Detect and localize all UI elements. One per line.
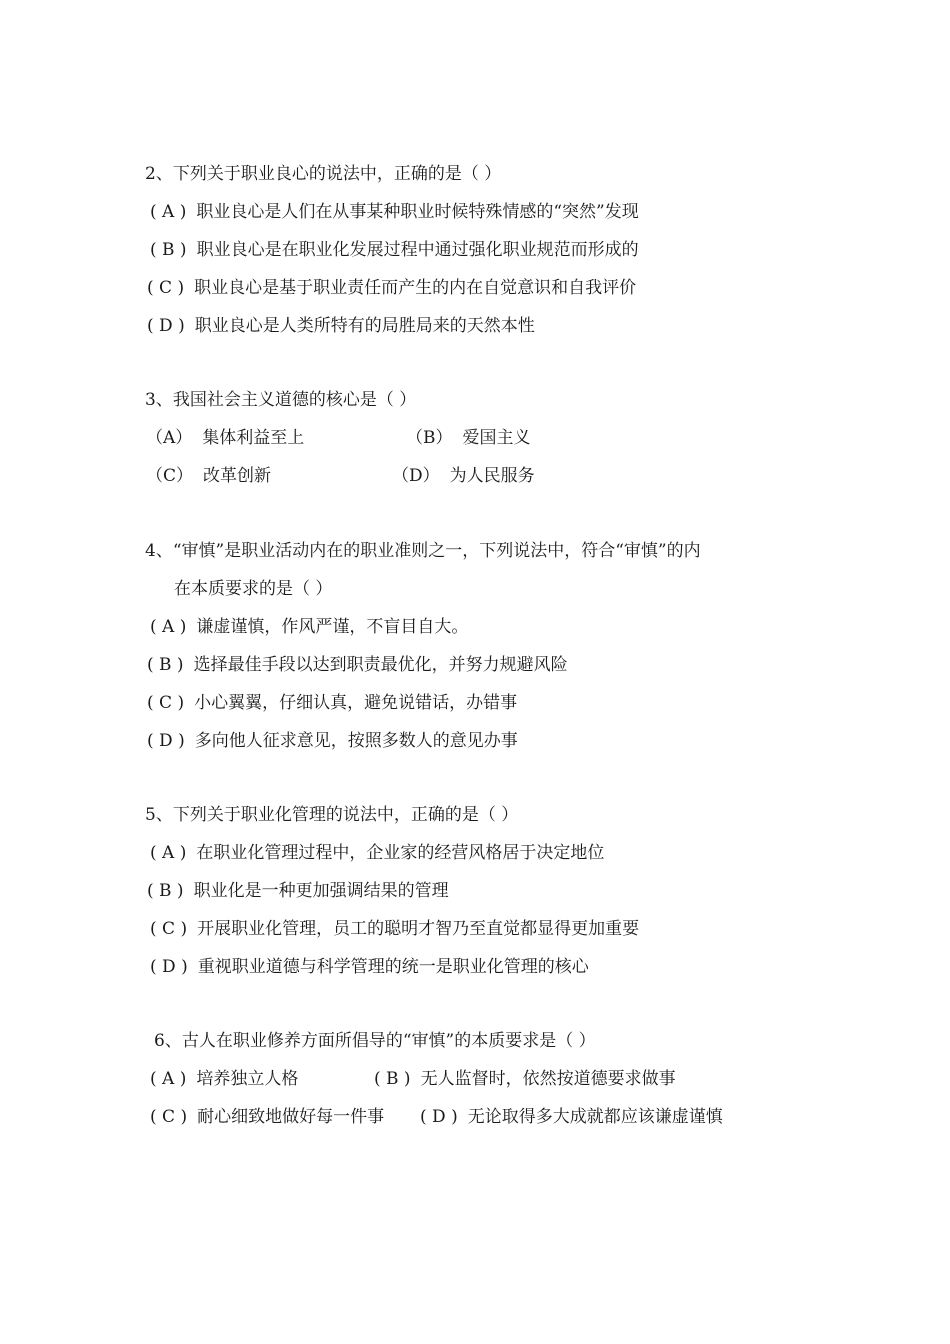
question-3-option-b <box>406 427 531 449</box>
option-text: 无人监督时，依然按道德要求做事 <box>420 1069 676 1089</box>
option-text: 谦虚谨慎，作风严谨，不盲目自大。 <box>196 617 469 637</box>
question-5-option-a <box>150 842 604 864</box>
option-text: 爱国主义 <box>462 428 531 448</box>
question-3-option-d <box>392 465 535 487</box>
question-2-option-c <box>147 277 636 299</box>
question-6-option-d <box>420 1106 723 1128</box>
question-6-option-b <box>374 1068 676 1090</box>
option-label: ( D ) <box>147 731 185 751</box>
question-4-option-b <box>147 654 568 676</box>
option-label: ( A ) <box>150 843 187 863</box>
question-6-stem: 6、古人在职业修养方面所倡导的“审慎”的本质要求是（ ） <box>154 1031 596 1051</box>
option-label: ( A ) <box>150 617 187 637</box>
option-label: ( B ) <box>374 1069 411 1089</box>
question-2-option-a <box>150 201 639 223</box>
question-5-option-d <box>150 956 589 978</box>
question-3-option-a <box>146 427 304 449</box>
question-4-option-a <box>150 616 468 638</box>
question-2-option-b <box>150 239 639 261</box>
option-text: 无论取得多大成就都应该谦虚谨慎 <box>467 1107 723 1127</box>
option-text: 职业良心是人类所特有的局胜局来的天然本性 <box>194 316 535 336</box>
option-text: 集体利益至上 <box>202 428 305 448</box>
option-text: 职业良心是在职业化发展过程中通过强化职业规范而形成的 <box>196 240 639 260</box>
option-label: （B） <box>406 428 453 448</box>
question-4-option-c <box>147 692 517 714</box>
option-text: 职业良心是人们在从事某种职业时候特殊情感的“突然”发现 <box>196 202 639 222</box>
question-2-stem: 2、下列关于职业良心的说法中，正确的是（ ） <box>145 164 502 184</box>
question-6-option-a <box>150 1068 298 1090</box>
question-5-option-b <box>147 880 449 902</box>
question-3-stem: 3、我国社会主义道德的核心是（ ） <box>145 390 417 410</box>
option-label: ( C ) <box>147 693 185 713</box>
question-4-stem: 4、“审慎”是职业活动内在的职业准则之一，下列说法中，符合“审慎”的内 <box>145 541 701 561</box>
option-text: 选择最佳手段以达到职责最优化，并努力规避风险 <box>193 655 568 675</box>
option-text: 小心翼翼，仔细认真，避免说错话，办错事 <box>194 693 518 713</box>
option-label: ( C ) <box>147 278 185 298</box>
option-text: 为人民服务 <box>449 466 535 486</box>
option-text: 职业良心是基于职业责任而产生的内在自觉意识和自我评价 <box>194 278 637 298</box>
option-label: ( B ) <box>147 655 184 675</box>
option-label: ( A ) <box>150 1069 187 1089</box>
option-label: （C） <box>146 466 194 486</box>
option-label: ( D ) <box>147 316 185 336</box>
option-text: 重视职业道德与科学管理的统一是职业化管理的核心 <box>197 957 589 977</box>
option-label: ( C ) <box>150 1107 188 1127</box>
question-4-option-d <box>147 730 518 752</box>
option-text: 开展职业化管理，员工的聪明才智乃至直觉都显得更加重要 <box>197 919 640 939</box>
option-text: 培养独立人格 <box>196 1069 299 1089</box>
question-5-option-c <box>150 918 639 940</box>
option-label: ( B ) <box>150 240 187 260</box>
option-text: 在职业化管理过程中，企业家的经营风格居于决定地位 <box>196 843 605 863</box>
option-text: 改革创新 <box>203 466 272 486</box>
option-label: ( D ) <box>150 957 188 977</box>
option-label: ( D ) <box>420 1107 458 1127</box>
question-5-stem: 5、下列关于职业化管理的说法中，正确的是（ ） <box>145 805 519 825</box>
option-text: 职业化是一种更加强调结果的管理 <box>193 881 449 901</box>
option-label: ( B ) <box>147 881 184 901</box>
option-label: ( A ) <box>150 202 187 222</box>
option-label: （D） <box>392 466 440 486</box>
question-6-option-c <box>150 1106 384 1128</box>
question-2-option-d <box>147 315 535 337</box>
option-text: 多向他人征求意见，按照多数人的意见办事 <box>194 731 518 751</box>
option-label: （A） <box>146 428 193 448</box>
question-3-option-c <box>146 465 271 487</box>
question-4-stem-continued: 在本质要求的是（ ） <box>174 579 333 599</box>
option-text: 耐心细致地做好每一件事 <box>197 1107 385 1127</box>
option-label: ( C ) <box>150 919 188 939</box>
